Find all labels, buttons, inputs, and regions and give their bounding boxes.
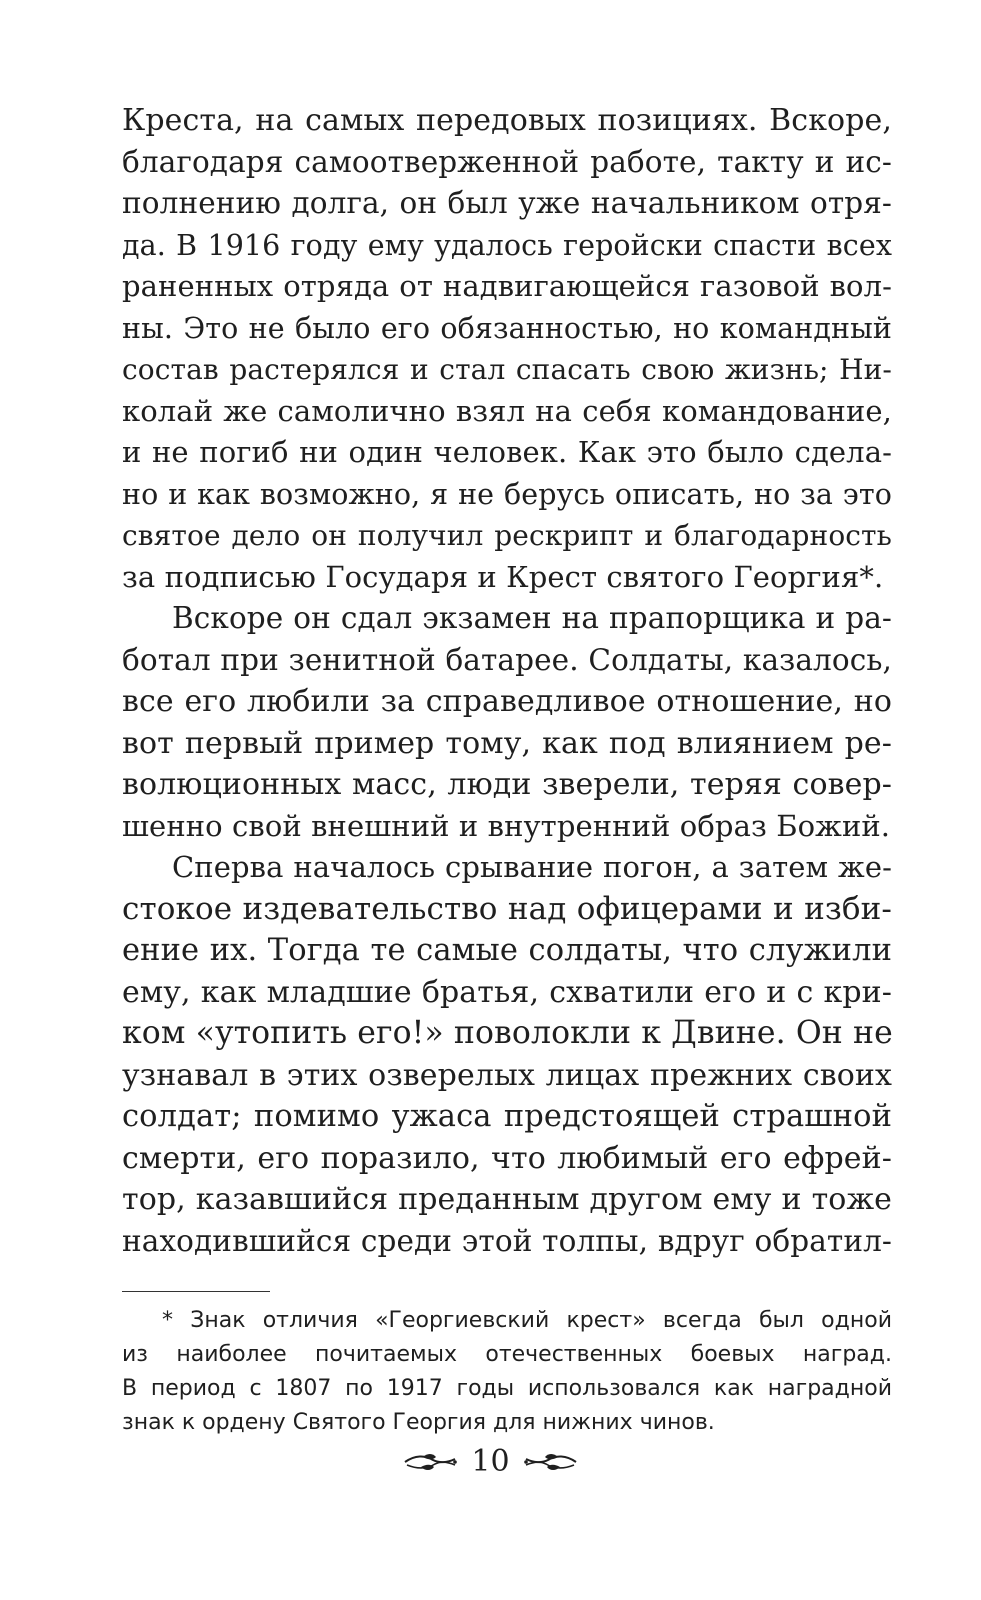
text-line: колай же самолично взял на себя командование, — [122, 393, 892, 428]
text-line: ны. Это не было его обязанностью, но командный — [122, 311, 892, 345]
text-line: шенно свой внешний и внутренний образ Божий. — [122, 808, 891, 843]
text-line: ботал при зенитной батарее. Солдаты, казалось, — [122, 642, 892, 677]
footnote-line: знак к ордену Святого Георгия для нижних чинов. — [122, 1410, 715, 1435]
text-line: полнению долга, он был уже начальником отря- — [122, 186, 892, 220]
footnote-line: В период с 1807 по 1917 годы использовался как наградной — [122, 1376, 892, 1401]
text-line: волюционных масс, люди зверели, теряя совер- — [122, 767, 892, 802]
paragraph-start-line: Сперва началось срывание погон, а затем же- — [172, 850, 892, 884]
text-line: и не погиб ни один человек. Как это было сдела- — [122, 435, 892, 469]
ornament-flourish-icon — [403, 1451, 457, 1473]
page-footer — [0, 1442, 981, 1482]
footnote-divider — [122, 1291, 270, 1292]
footnote-line: из наиболее почитаемых отечественных боевых наград. — [122, 1342, 892, 1367]
text-line: все его любили за справедливое отношение, но — [122, 684, 892, 719]
text-line: вот первый пример тому, как под влиянием ре- — [122, 725, 892, 761]
text-line: святое дело он получил рескрипт и благодарность — [122, 519, 892, 552]
ornament-flourish-icon — [524, 1451, 578, 1473]
footnote — [122, 1304, 892, 1440]
paragraph-start-line: Вскоре он сдал экзамен на прапорщика и ра- — [172, 601, 892, 635]
text-line: благодаря самоотверженной работе, такту и ис- — [122, 144, 892, 179]
text-line: Креста, на самых передовых позициях. Вскоре, — [122, 103, 892, 138]
text-line: да. В 1916 году ему удалось геройски спасти всех — [122, 228, 892, 262]
text-line: за подписью Государя и Крест святого Георгия*. — [122, 559, 884, 594]
text-line: смерти, его поразило, что любимый его ефрей- — [122, 1140, 892, 1176]
footnote-line: * Знак отличия «Георгиевский крест» всегда был одной — [162, 1308, 892, 1333]
text-line: но и как возможно, я не берусь описать, но за это — [122, 477, 892, 511]
text-line: ком «утопить его!» поволокли к Двине. Он не — [122, 1015, 893, 1051]
text-line: солдат; помимо ужаса предстоящей страшной — [122, 1099, 892, 1134]
text-line: находившийся среди этой толпы, вдруг обратил- — [122, 1223, 892, 1258]
text-line: ение их. Тогда те самые солдаты, что служили — [122, 933, 892, 968]
text-line: ему, как младшие братья, схватили его и с кри- — [122, 974, 892, 1010]
text-line: узнавал в этих озверелых лицах прежних своих — [122, 1057, 892, 1093]
text-line: раненных отряда от надвигающейся газовой вол- — [122, 269, 892, 303]
text-line: стокое издевательство над офицерами и изби- — [122, 890, 892, 927]
text-line: состав растерялся и стал спасать свою жизнь; Ни- — [122, 353, 892, 386]
text-line: тор, казавшийся преданным другом ему и тоже — [122, 1182, 892, 1217]
body-text — [122, 100, 892, 1262]
page-number: 10 — [471, 1444, 510, 1479]
